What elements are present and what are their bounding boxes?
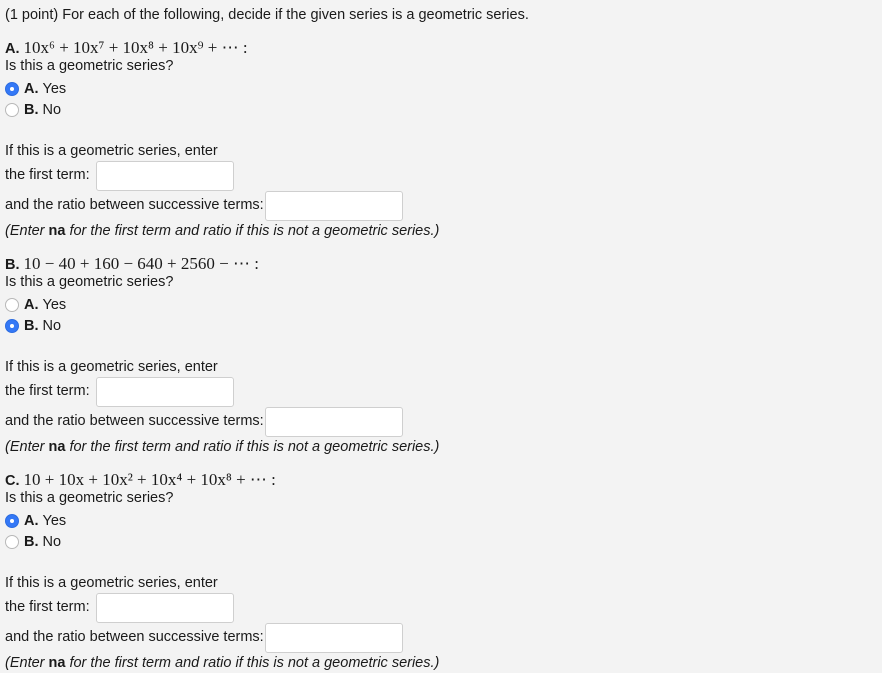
radio-selected-icon[interactable]: [5, 514, 19, 528]
note-text: for the first term and ratio if this is not a geometric series.): [65, 655, 440, 671]
series-formula: 10 − 40 + 160 − 640 + 2560 − ⋯ :: [23, 254, 259, 273]
ratio-input[interactable]: [265, 407, 403, 437]
instruction-note: [5, 439, 439, 455]
note-text: (Enter: [5, 439, 49, 455]
first-term-label: the first term:: [5, 167, 90, 183]
note-text: (Enter: [5, 223, 49, 239]
option-yes[interactable]: [5, 79, 66, 99]
ratio-input[interactable]: [265, 191, 403, 221]
radio-selected-icon[interactable]: [5, 319, 19, 333]
ratio-label: and the ratio between successive terms:: [5, 629, 264, 645]
ratio-input[interactable]: [265, 623, 403, 653]
radio-selected-icon[interactable]: [5, 82, 19, 96]
first-term-label: the first term:: [5, 599, 90, 615]
first-term-input[interactable]: [96, 593, 234, 623]
na-keyword: na: [48, 655, 66, 671]
question-text: Is this a geometric series?: [5, 58, 174, 74]
option-letter: A.: [24, 81, 39, 97]
option-letter: B.: [24, 534, 39, 550]
series-formula: 10 + 10x + 10x² + 10x⁴ + 10x⁸ + ⋯ :: [23, 470, 276, 489]
series-expression: [5, 252, 259, 276]
part-letter: B.: [5, 257, 20, 273]
instruction-note: [5, 655, 439, 671]
na-keyword: na: [48, 223, 66, 239]
option-letter: A.: [24, 513, 39, 529]
ratio-label: and the ratio between successive terms:: [5, 413, 264, 429]
first-term-input[interactable]: [96, 377, 234, 407]
option-no[interactable]: [5, 532, 61, 552]
option-no[interactable]: [5, 100, 61, 120]
first-term-input[interactable]: [96, 161, 234, 191]
part-letter: A.: [5, 41, 20, 57]
radio-unselected-icon[interactable]: [5, 298, 19, 312]
note-text: (Enter: [5, 655, 49, 671]
na-keyword: na: [48, 439, 66, 455]
option-letter: B.: [24, 318, 39, 334]
note-text: for the first term and ratio if this is not a geometric series.): [65, 439, 440, 455]
option-label: No: [42, 534, 62, 550]
option-label: Yes: [42, 297, 67, 313]
first-term-label: the first term:: [5, 383, 90, 399]
option-letter: A.: [24, 297, 39, 313]
option-yes[interactable]: [5, 295, 66, 315]
option-label: Yes: [42, 81, 67, 97]
series-formula: 10x⁶ + 10x⁷ + 10x⁸ + 10x⁹ + ⋯ :: [23, 38, 248, 57]
series-expression: [5, 468, 276, 492]
option-yes[interactable]: [5, 511, 66, 531]
option-label: Yes: [42, 513, 67, 529]
series-expression: [5, 36, 248, 60]
ratio-label: and the ratio between successive terms:: [5, 197, 264, 213]
radio-unselected-icon[interactable]: [5, 535, 19, 549]
prompt-text: If this is a geometric series, enter: [5, 143, 218, 159]
radio-unselected-icon[interactable]: [5, 103, 19, 117]
option-no[interactable]: [5, 316, 61, 336]
problem-intro: (1 point) For each of the following, decide if the given series is a geometric series.: [5, 7, 529, 23]
question-text: Is this a geometric series?: [5, 490, 174, 506]
part-letter: C.: [5, 473, 20, 489]
note-text: for the first term and ratio if this is not a geometric series.): [65, 223, 440, 239]
question-text: Is this a geometric series?: [5, 274, 174, 290]
option-label: No: [42, 102, 62, 118]
option-label: No: [42, 318, 62, 334]
instruction-note: [5, 223, 439, 239]
prompt-text: If this is a geometric series, enter: [5, 359, 218, 375]
prompt-text: If this is a geometric series, enter: [5, 575, 218, 591]
option-letter: B.: [24, 102, 39, 118]
